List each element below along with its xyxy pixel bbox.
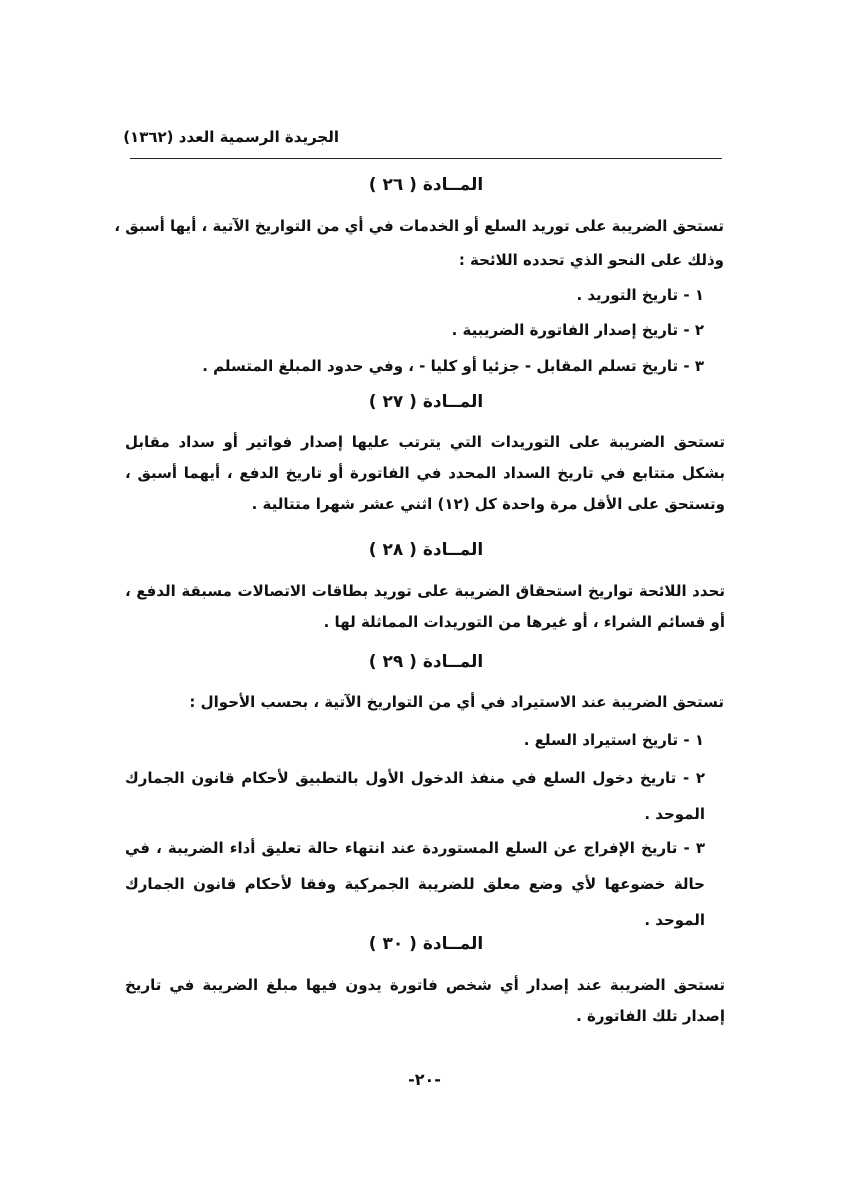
article-27-text: تستحق الضريبة على التوريدات التي يترتب عليها إصدار فواتير أو سداد مقابل بشكل متتابع في تاريخ السداد المحدد في الفاتورة أو تاريخ الدفع ، أيهما أسبق ، وتستحق على الأقل مرة واحدة كل (١٢) اثني عشر شهرا متتالية . bbox=[125, 433, 725, 513]
article-29-item-2: ٢ - تاريخ دخول السلع في منفذ الدخول الأول بالتطبيق لأحكام قانون الجمارك الموحد . bbox=[125, 769, 705, 823]
article-29-title: المــادة ( ٢٩ ) bbox=[368, 652, 484, 672]
article-30-title: المــادة ( ٣٠ ) bbox=[368, 934, 484, 954]
article-29-intro: تستحق الضريبة عند الاستيراد في أي من التواريخ الآتية ، بحسب الأحوال : bbox=[189, 693, 724, 711]
running-head: الجريدة الرسمية العدد (١٣٦٢) bbox=[123, 128, 339, 146]
article-29-item-1: ١ - تاريخ استيراد السلع . bbox=[523, 731, 704, 749]
article-26-item-2: ٢ - تاريخ إصدار الفاتورة الضريبية . bbox=[451, 321, 704, 339]
article-30-text: تستحق الضريبة عند إصدار أي شخص فاتورة يدون فيها مبلغ الضريبة في تاريخ إصدار تلك الفاتورة . bbox=[125, 976, 725, 1025]
article-26-intro-cont: وذلك على النحو الذي تحدده اللائحة : bbox=[458, 251, 724, 269]
header-rule bbox=[130, 158, 722, 159]
article-26-item-3: ٣ - تاريخ تسلم المقابل - جزئيا أو كليا - ، وفي حدود المبلغ المتسلم . bbox=[202, 357, 704, 375]
article-29-item-3: ٣ - تاريخ الإفراج عن السلع المستوردة عند انتهاء حالة تعليق أداء الضريبة ، في حالة خضوعها لأي وضع معلق للضريبة الجمركية وفقا لأحكام قانون الجمارك الموحد . bbox=[125, 839, 705, 929]
article-28-title: المــادة ( ٢٨ ) bbox=[368, 540, 484, 560]
article-28-text: تحدد اللائحة تواريخ استحقاق الضريبة على توريد بطاقات الاتصالات مسبقة الدفع ، أو قسائم الشراء ، أو غيرها من التوريدات المماثلة لها . bbox=[125, 582, 725, 631]
article-26-item-1: ١ - تاريخ التوريد . bbox=[576, 286, 704, 304]
article-26-title: المــادة ( ٢٦ ) bbox=[368, 175, 484, 195]
article-27-title: المــادة ( ٢٧ ) bbox=[368, 392, 484, 412]
page-number: -٢٠- bbox=[408, 1070, 441, 1089]
article-26-intro: تستحق الضريبة على توريد السلع أو الخدمات في أي من التواريخ الآتية ، أيها أسبق ، bbox=[114, 217, 724, 235]
